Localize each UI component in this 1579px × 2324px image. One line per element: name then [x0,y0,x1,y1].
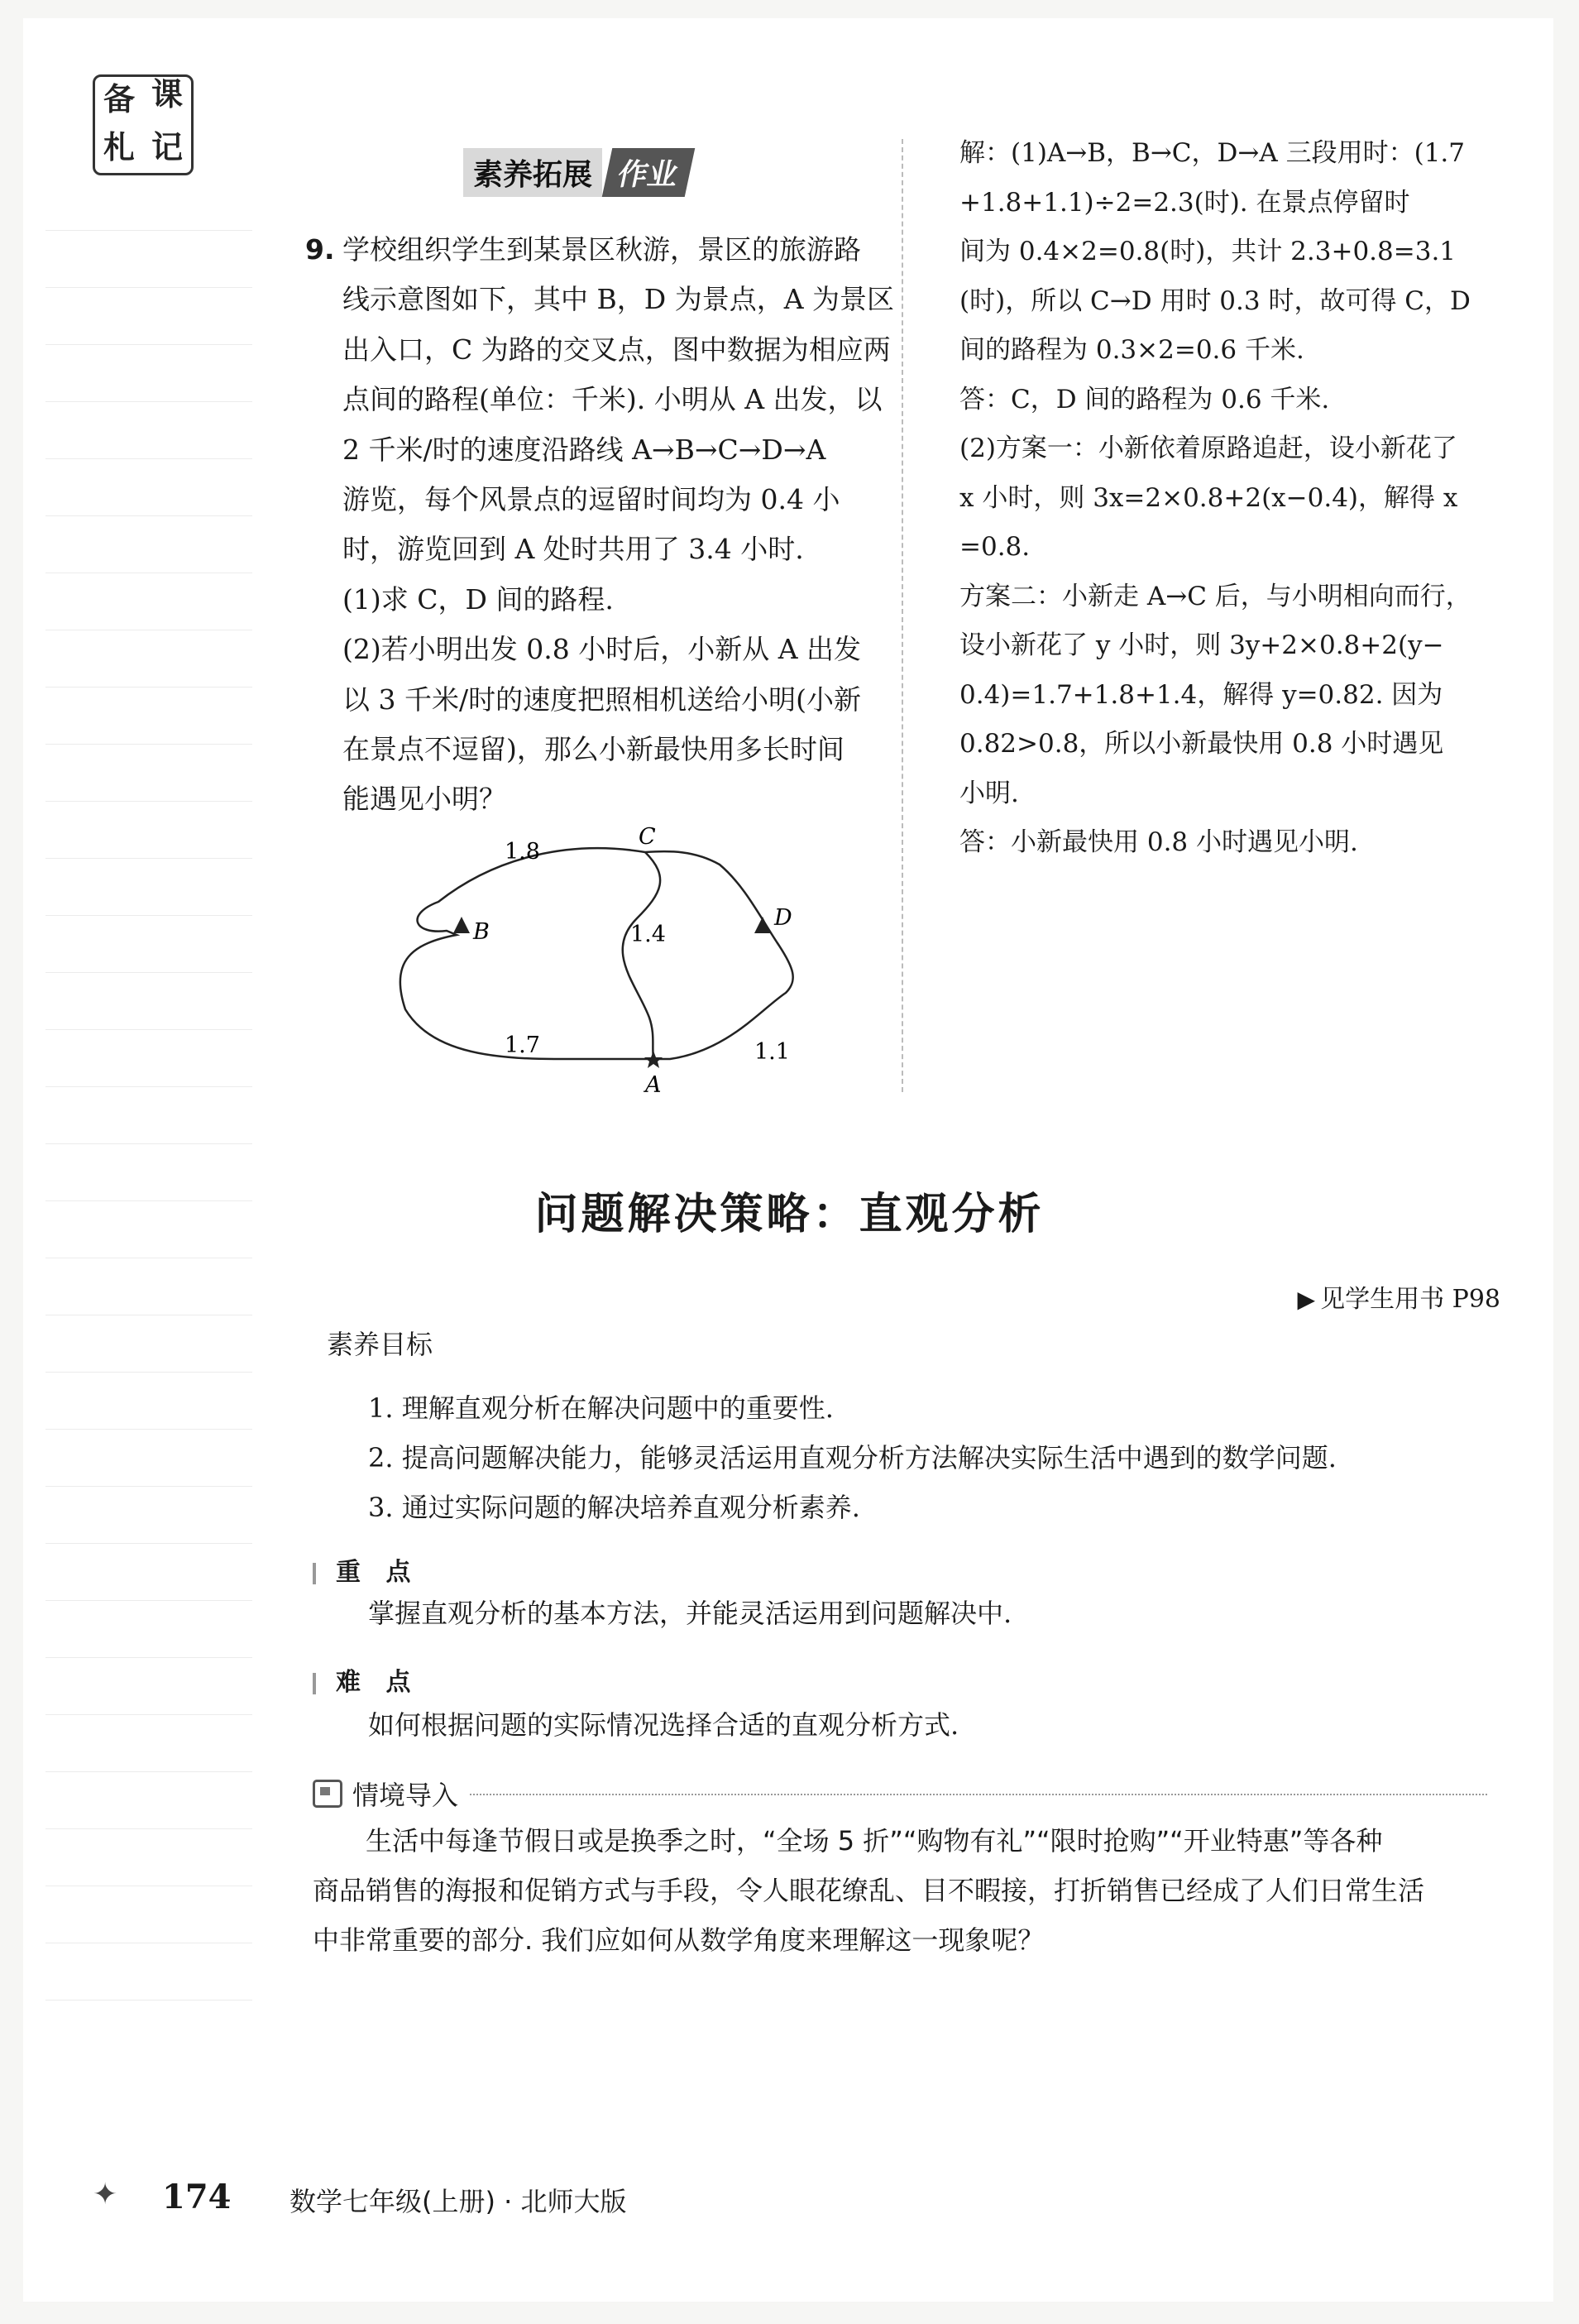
solution-line: 设小新花了 y 小时，则 3y+2×0.8+2(y− [959,630,1444,660]
label-c: C [639,824,656,850]
problem-number: 9. [305,233,335,266]
solution-line: x 小时，则 3x=2×0.8+2(x−0.4)，解得 x [959,482,1458,513]
section-tag: 作业 [602,148,696,197]
problem-line: 游览，每个风景点的逗留时间均为 0.4 小 [342,483,840,516]
problem-line: 在景点不逗留)，那么小新最快用多长时间 [342,733,845,766]
section-label: 素养拓展 [463,148,602,197]
solution-line: 间的路程为 0.3×2=0.6 千米. [959,335,1304,365]
problem-line: (1)求 C，D 间的路程. [342,582,614,616]
problem-line: 学校组织学生到某景区秋游，景区的旅游路 [342,233,861,266]
distance-bc: 1.8 [505,839,540,865]
intro-line: 中非常重要的部分. 我们应如何从数学角度来理解这一现象呢？ [313,1924,1045,1956]
intro-label: 情境导入 [352,1780,459,1811]
footer-decoration-icon: ✦ [93,2178,118,2211]
problem-line: 2 千米/时的速度沿路线 A→B→C→D→A [342,433,826,466]
book-title: 数学七年级(上册) · 北师大版 [289,2186,627,2217]
reference-text: 见学生用书 P98 [1320,1285,1500,1314]
goal-item: 2. 提高问题解决能力，能够灵活运用直观分析方法解决实际生活中遇到的数学问题. [368,1442,1337,1473]
solution-line: =0.8. [959,532,1031,562]
problem-line: 出入口，C 为路的交叉点，图中数据为相应两 [342,333,891,366]
intro-line: 生活中每逢节假日或是换季之时，“全场 5 折”“购物有礼”“限时抢购”“开业特惠”等各种 [366,1825,1383,1857]
label-a: A [645,1072,662,1098]
solution-line: (时)，所以 C→D 用时 0.3 时，故可得 C，D [959,285,1471,316]
point-a-marker [644,1051,663,1068]
section-header [463,151,690,194]
label-d: D [774,905,792,931]
margin-note-lines [45,174,252,2001]
problem-line: 点间的路程(单位：千米). 小明从 A 出发，以 [342,383,883,416]
problem-line: 线示意图如下，其中 B，D 为景点，A 为景区 [342,283,895,316]
notes-badge [93,74,194,175]
page-number: 174 [162,2178,232,2216]
goals-title: 素养目标 [327,1329,433,1360]
badge-char: 课 [151,76,183,113]
problem-line: 以 3 千米/时的速度把照相机送给小明(小新 [342,683,861,716]
goal-item: 3. 通过实际问题的解决培养直观分析素养. [368,1492,860,1523]
point-d-marker [754,917,771,933]
distance-ad: 1.1 [754,1039,790,1065]
solution-block [959,129,1505,868]
solution-line: 方案二：小新走 A→C 后，与小明相向而行， [959,581,1471,611]
problem-line: 能遇见小明？ [342,783,506,816]
route-diagram [389,819,852,1100]
badge-char: 记 [151,129,183,165]
solution-line: 0.4)=1.7+1.8+1.4，解得 y=0.82. 因为 [959,679,1443,710]
problem-line: (2)若小明出发 0.8 小时后，小新从 A 出发 [342,633,862,666]
intro-dotted-line [470,1792,1487,1795]
scene-icon [313,1780,342,1808]
key-point-text: 掌握直观分析的基本方法，并能灵活运用到问题解决中. [368,1598,1012,1629]
key-point-label: 重 点 [313,1551,419,1588]
label-b: B [473,919,490,945]
play-arrow-icon: ▶ [1297,1286,1316,1313]
difficulty-text: 如何根据问题的实际情况选择合适的直观分析方式. [368,1709,959,1741]
intro-header [313,1775,1487,1813]
badge-char: 札 [103,129,135,165]
distance-ab: 1.7 [505,1033,540,1058]
difficulty-label: 难 点 [313,1661,419,1698]
goals-list [368,1383,1337,1532]
solution-line: 解：(1)A→B，B→C，D→A 三段用时：(1.7 [959,138,1465,168]
book-reference [1298,1278,1500,1315]
problem-9 [305,225,895,825]
solution-line: 小明. [959,778,1019,808]
outer-route [400,848,793,1059]
solution-line: +1.8+1.1)÷2=2.3(时). 在景点停留时 [959,187,1410,218]
problem-line: 时，游览回到 A 处时共用了 3.4 小时. [342,533,804,566]
intro-line: 商品销售的海报和促销方式与手段，令人眼花缭乱、目不暇接，打折销售已经成了人们日常生活 [313,1875,1425,1906]
solution-line: 答：小新最快用 0.8 小时遇见小明. [959,827,1358,857]
goal-item: 1. 理解直观分析在解决问题中的重要性. [368,1392,834,1424]
intro-paragraph [313,1816,1504,1965]
point-b-marker [453,917,470,933]
lesson-title: 问题解决策略：直观分析 [534,1190,1045,1239]
column-divider [902,139,903,1092]
solution-line: 答：C，D 间的路程为 0.6 千米. [959,384,1330,414]
solution-line: 0.82>0.8，所以小新最快用 0.8 小时遇见 [959,729,1444,759]
inner-route-ac [623,852,660,1059]
solution-line: (2)方案一：小新依着原路追赶，设小新花了 [959,434,1457,463]
solution-line: 间为 0.4×2=0.8(时)，共计 2.3+0.8=3.1 [959,237,1457,266]
badge-char: 备 [103,81,135,117]
distance-ac: 1.4 [630,922,666,947]
